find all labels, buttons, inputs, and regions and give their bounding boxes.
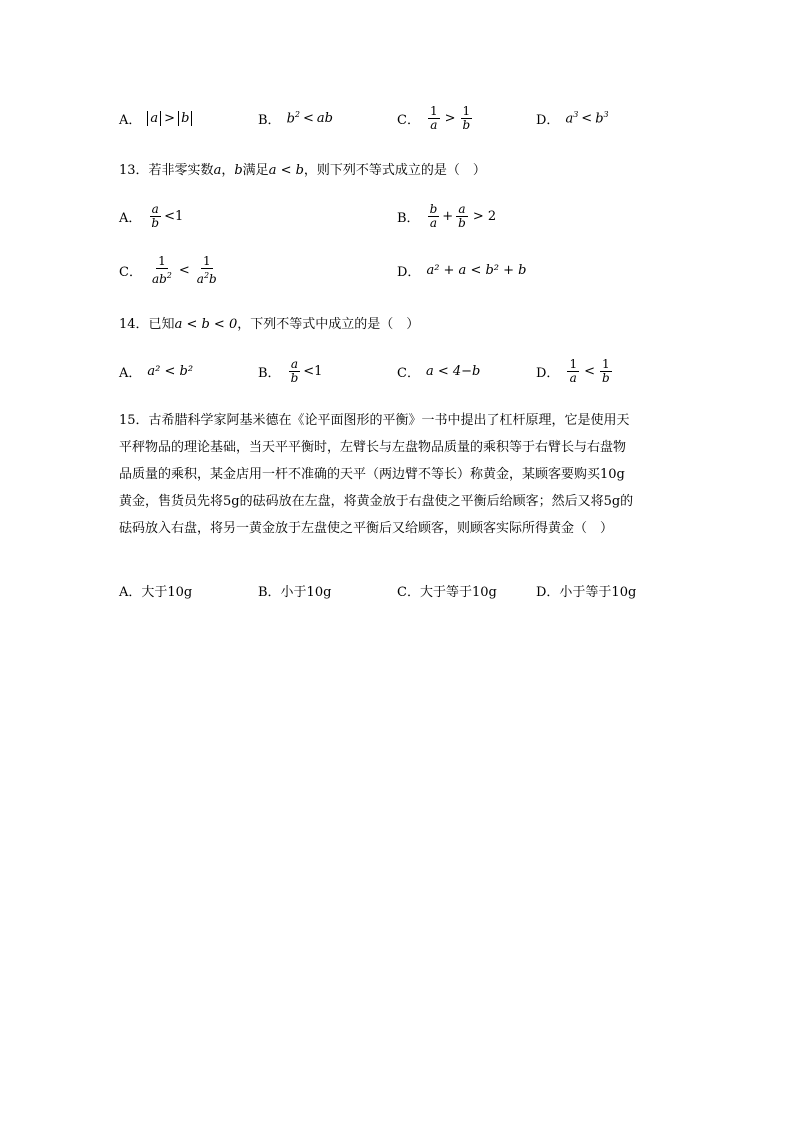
q13-option-d[interactable] <box>397 254 526 286</box>
option-label: C． <box>397 112 420 128</box>
math-var: a <box>213 163 222 178</box>
question-text: 若非零实数 <box>148 163 214 178</box>
option-label: A． <box>119 365 142 381</box>
q12-option-b[interactable] <box>258 102 333 134</box>
option-label: A． <box>119 112 142 128</box>
math-expr: a² < b² <box>147 363 194 379</box>
fraction: $\frac{a}{b}$ <box>290 356 299 385</box>
q12-option-c[interactable] <box>397 102 474 134</box>
math-var: b <box>234 163 243 178</box>
math-cond: a < b < 0 <box>174 317 238 332</box>
math-op: <1 <box>303 363 323 379</box>
fraction: $\frac{b}{a}$ <box>429 201 438 230</box>
q14-option-c[interactable] <box>397 355 480 387</box>
math-op: < <box>584 363 595 379</box>
q13-option-c[interactable] <box>119 254 221 286</box>
q14-option-a[interactable] <box>119 355 193 387</box>
math-op: < <box>302 110 314 126</box>
math-op: < <box>581 110 593 126</box>
fraction: $\frac{a}{b}$ <box>458 201 466 230</box>
question-text: ，下列不等式中成立的是（ ） <box>237 317 420 332</box>
option-text: B．小于10g <box>258 584 332 600</box>
math-expr: a² + a < b² + b <box>426 262 527 278</box>
option-label: B． <box>397 210 420 226</box>
option-label: D． <box>536 112 560 128</box>
fraction: $\frac{1}{a}$ <box>569 356 578 385</box>
question-number: 13． <box>119 163 149 178</box>
option-label: D． <box>397 264 421 280</box>
q15-line-1: 15．古希腊科学家阿基米德在《论平面图形的平衡》一书中提出了杠杆原理，它是使用天 <box>119 413 630 428</box>
q13-option-b[interactable] <box>397 200 499 232</box>
q15-line-5: 砝码放入右盘，将另一黄金放于左盘使之平衡后又给顾客，则顾客实际所得黄金（ ） <box>119 521 614 536</box>
fraction: $\frac{1}{b}$ <box>462 103 471 132</box>
math-abs-a: a <box>147 111 161 126</box>
q15-stem <box>119 407 649 542</box>
math-op: > <box>164 110 176 126</box>
option-text: A．大于10g <box>119 584 193 600</box>
q15-option-c[interactable] <box>397 574 497 606</box>
math-op: + <box>442 208 454 224</box>
math-abs-b: b <box>178 111 192 126</box>
q15-line-3: 品质量的乘积，某金店用一杆不准确的天平（两边臂不等长）称黄金，某顾客要购买10g <box>119 467 625 482</box>
q12-option-d[interactable] <box>536 102 609 134</box>
option-label: C． <box>119 264 142 280</box>
option-label: C． <box>397 365 420 381</box>
q14-option-b[interactable] <box>258 355 325 387</box>
q15-option-d[interactable] <box>536 574 636 606</box>
q15-line-4: 黄金，售货员先将5g的砝码放在左盘，将黄金放于右盘使之平衡后给顾客；然后又将5g的 <box>119 494 634 509</box>
question-text: 已知 <box>148 317 175 332</box>
math-op: <1 <box>164 208 184 224</box>
math-expr: a < 4−b <box>425 363 481 379</box>
q15-line-2: 平秤物品的理论基础，当天平平衡时，左臂长与左盘物品质量的乘积等于右臂长与右盘物 <box>119 440 627 455</box>
separator: ， <box>221 163 235 178</box>
math-expr: $a^3$ <box>565 109 579 127</box>
option-label: A． <box>119 210 142 226</box>
q15-option-b[interactable] <box>258 574 331 606</box>
option-text: C．大于等于10g <box>397 584 497 600</box>
q13-option-a[interactable] <box>119 200 186 232</box>
fraction: $\frac{a}{b}$ <box>151 201 160 230</box>
math-op: > <box>444 110 456 126</box>
question-number: 14． <box>119 317 149 332</box>
question-text: 满足 <box>242 163 269 178</box>
q13-stem <box>119 159 486 178</box>
fraction: $\frac{1}{ab^2}$ <box>151 253 172 286</box>
math-expr: ab <box>316 110 333 126</box>
q12-option-a[interactable] <box>119 102 192 134</box>
math-op: < <box>178 262 190 278</box>
q14-option-d[interactable] <box>536 355 614 387</box>
q15-option-a[interactable] <box>119 574 192 606</box>
math-cond: a < b <box>268 163 304 178</box>
fraction: $\frac{1}{a^2b}$ <box>196 253 217 286</box>
fraction: $\frac{1}{a}$ <box>429 103 438 132</box>
fraction: $\frac{1}{b}$ <box>601 356 610 385</box>
math-expr: $b^3$ <box>595 109 609 127</box>
math-expr: $b^2$ <box>286 109 300 127</box>
option-label: B． <box>258 112 281 128</box>
q14-stem <box>119 313 419 332</box>
question-text: ，则下列不等式成立的是（ ） <box>303 163 486 178</box>
option-label: D． <box>536 365 560 381</box>
math-op: > 2 <box>472 208 497 224</box>
option-label: B． <box>258 365 281 381</box>
option-text: D．小于等于10g <box>536 584 637 600</box>
